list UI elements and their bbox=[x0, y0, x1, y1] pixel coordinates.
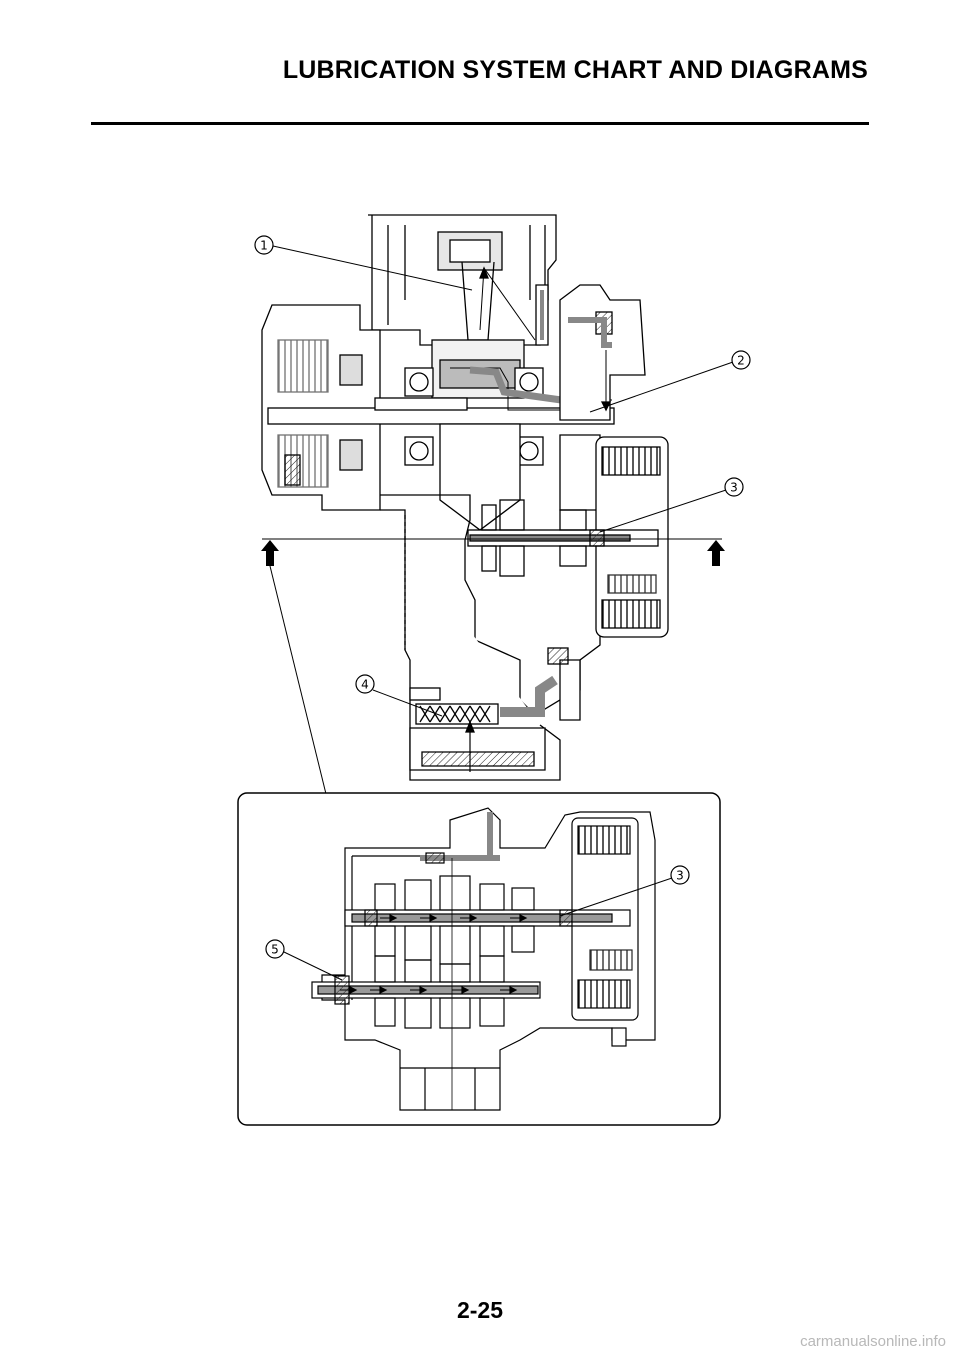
callout-3-upper-label: 3 bbox=[730, 480, 738, 495]
section-arrow-left bbox=[261, 540, 279, 566]
callout-1-label: 1 bbox=[260, 238, 268, 253]
callout-5-label: 5 bbox=[271, 942, 279, 957]
page-number: 2-25 bbox=[456, 1297, 504, 1323]
page-title: LUBRICATION SYSTEM CHART AND DIAGRAMS bbox=[282, 56, 868, 84]
section-arrow-right bbox=[707, 540, 725, 566]
crankcase-section-upper bbox=[262, 215, 668, 780]
callout-4-label: 4 bbox=[361, 677, 369, 692]
watermark: carmanualsonline.info bbox=[800, 1333, 946, 1350]
callout-2-label: 2 bbox=[737, 353, 745, 368]
callout-3-detail-label: 3 bbox=[676, 868, 684, 883]
